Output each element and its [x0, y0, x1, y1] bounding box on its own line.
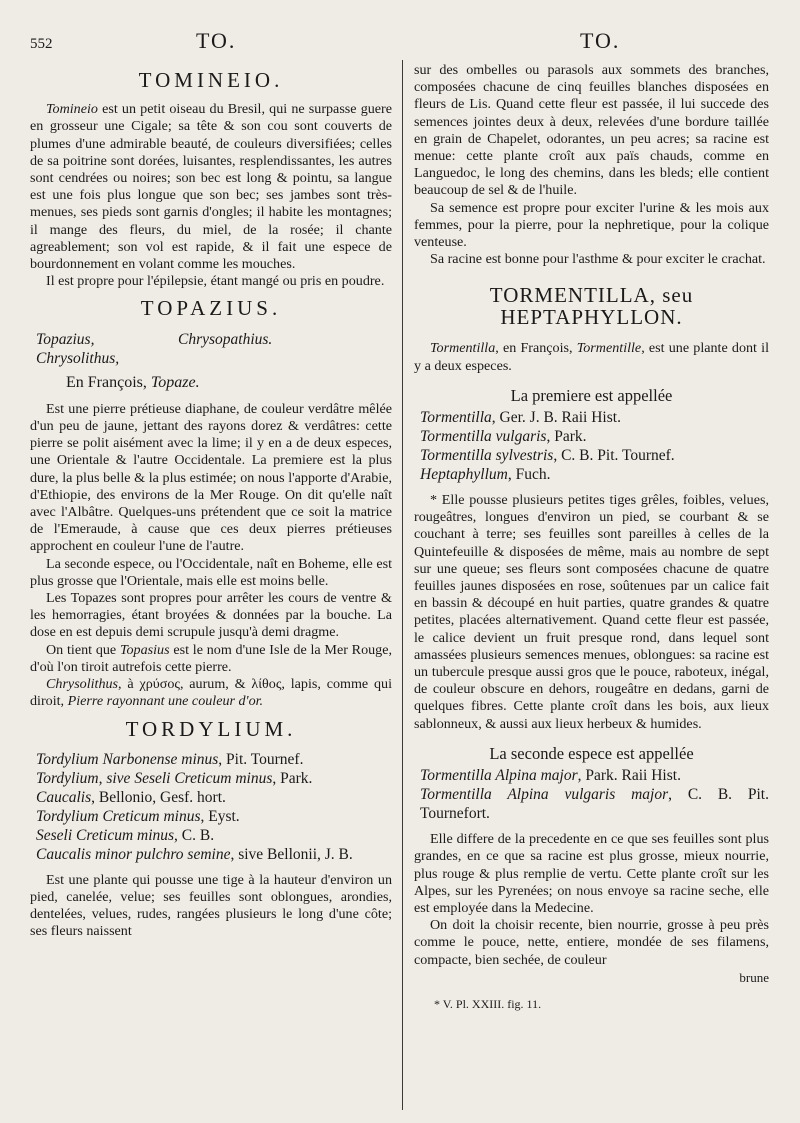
page-number: 552 [30, 36, 53, 52]
catchword: brune [739, 969, 769, 985]
synonym-line: Tordylium Narbonense minus, Pit. Tournef. [36, 750, 304, 768]
synonym: Chrysolithus, [36, 349, 120, 367]
paragraph: Tomineio est un petit oiseau du Bresil, qui ne surpasse guere en grosseur une Cigale; sa tête & son cou sont couverts de plumes d'une admirable beauté, de couleurs diversifiées; celles de sa poitrine sont dorées, luisantes, resplendissantes, les autres sont cendrées ou noires; son bec est long & pointu, sa langue est une fois plus longue que son bec; ses jambes sont très-menues, ses pieds sont garnis d'ongles; il habite les montagnes; il mange des fleurs, du miel, de la rosée; il chante agreablement; son vol est rapide, & il fait une espece de bourdonnement en volant comme les mouches. [30, 101, 392, 273]
synonym-line: Tormentilla Alpina major, Park. Raii Hist. [420, 767, 681, 785]
footnote: * V. Pl. XXIII. fig. 11. [434, 996, 542, 1011]
synonym: Chrysopathius. [178, 330, 273, 348]
column-rule [402, 60, 403, 1110]
paragraph: Tormentilla, en François, Tormentille, est une plante dont il y a deux especes. [414, 340, 769, 374]
synonym-line: Tormentilla vulgaris, Park. [420, 428, 587, 446]
entry-title-topazius: TOPAZIUS. [140, 296, 282, 321]
synonym-line: Heptaphyllum, Fuch. [420, 466, 551, 484]
paragraph: On tient que Topasius est le nom d'une Isle de la Mer Rouge, d'où l'on tiroit autrefois cette pierre. [30, 641, 392, 675]
synonym-line: Tormentilla, Ger. J. B. Raii Hist. [420, 409, 621, 427]
paragraph: Chrysolithus, à χρύσος, aurum, & λίθος, lapis, comme qui diroit, Pierre rayonnant une couleur d'or. [30, 676, 392, 710]
term: Tomineio [46, 101, 98, 118]
paragraph: Les Topazes sont propres pour arrêter les cours de ventre & les hemorragies, étant broyées & données par la bouche. La dose en est depuis demi scrupule jusqu'à demi dragme. [30, 590, 392, 641]
synonym-line: Tordylium, sive Seseli Creticum minus, Park. [36, 769, 313, 787]
subheading: La seconde espece est appellée [489, 743, 694, 763]
paragraph: * Elle pousse plusieurs petites tiges grêles, foibles, velues, rougeâtres, longues d'environ un pied, se courbant & se couchant à terre; ses feuilles sont pareilles à celles de la Quintefeuille & disposées de même, mais au nombre de sept sur une queue; ses fleurs sont composées chacune de quatre feuilles jaunes disposées en rose, soûtenues par un calice fait en bassin & découpé en huit parties, quatre grandes & quatre petites, placées alternativement. Quand cette fleur est passée, le calice devient un fruit presque rond, dans lequel sont amassées plusieurs semences menues, oblongues: sa racine est un tubercule presque aussi gros que le pouce, raboteux, inégal, de couleur obscure en dehors, rougeâtre en dedans, garni de quelques fibres. Cette plante croît dans les bois, aux lieux sablonneux, & aussi aux lieux herbeux & humides. [414, 492, 769, 732]
synonym-list [420, 766, 769, 823]
running-head-right: TO. [580, 28, 621, 53]
synonym-row [36, 349, 392, 368]
paragraph: On doit la choisir recente, bien nourrie, grosse à peu près comme le pouce, nette, entiere, mondée de ses filamens, compacte, bien sechée, de couleur [414, 917, 769, 968]
entry-title-tomineio: TOMINEIO. [138, 68, 284, 92]
synonym-row [36, 330, 392, 349]
paragraph: Sa racine est bonne pour l'asthme & pour exciter le crachat. [430, 251, 766, 268]
right-column [414, 62, 769, 1013]
synonym-line: Tormentilla Alpina vulgaris major, C. B. Pit. Tournefort. [420, 786, 769, 823]
paragraph: Elle differe de la precedente en ce que ses feuilles sont plus grandes, en ce que sa racine est plus grosse, mieux nourrie, plus rouge & plus remplie de vertu. Cette plante croît sur les Alpes, sur les Pyrenées; on nous envoye sa racine seche, elle est employée dans la Medecine. [414, 831, 769, 916]
synonym-line: Caucalis minor pulchro semine, sive Bellonii, J. B. [36, 845, 353, 863]
synonym-line: Tormentilla sylvestris, C. B. Pit. Tournef. [420, 447, 675, 465]
paragraph: Est une plante qui pousse une tige à la hauteur d'environ un pied, canelée, velue; ses feuilles sont oblongues, arondies, dentelées, velues, rudes, rangées plusieurs le long d'une côte; ses fleurs naissent [30, 871, 392, 940]
synonym-line: Caucalis, Bellonio, Gesf. hort. [36, 788, 226, 806]
paragraph: Est une pierre prétieuse diaphane, de couleur verdâtre mêlée d'un peu de jaune, jettant des rayons dorez & verdâtres: cette pierre se polit aisément avec la lime; il y en a de deux especes, une Orientale & l'autre Occidentale. La premiere est la plus dure, la plus belle & la plus estimée; on nous l'apporte d'Arabie, d'Ethiopie, des environs de la Mer Rouge. On dit qu'elle naît avec l'Albâtre. Quelques-uns prétendent que ce soit la matrice de l'Emeraude, à cause que ces deux pierres prétieuses approchent en couleur l'une de l'autre. [30, 400, 392, 555]
french-name: En François, Topaze. [66, 373, 200, 391]
synonym-line: Tordylium Creticum minus, Eyst. [36, 807, 240, 825]
paragraph: Il est propre pour l'épilepsie, étant mangé ou pris en poudre. [46, 273, 385, 290]
synonym-list [36, 750, 392, 864]
synonym-line: Seseli Creticum minus, C. B. [36, 826, 215, 844]
synonym-list [420, 408, 769, 484]
running-head-left: TO. [196, 28, 237, 53]
entry-title-tormentilla: TORMENTILLA, seu HEPTAPHYLLON. [489, 283, 694, 330]
paragraph: Sa semence est propre pour exciter l'urine & les mois aux femmes, pour la pierre, pour la nephretique, pour la colique venteuse. [414, 199, 769, 251]
synonym: Topazius, [36, 330, 95, 348]
left-column [30, 62, 392, 941]
subheading: La premiere est appellée [510, 385, 673, 405]
paragraph: La seconde espece, ou l'Occidentale, naît en Boheme, elle est plus grosse que l'Orientale, mais elle est moins belle. [30, 555, 392, 589]
paragraph: sur des ombelles ou parasols aux sommets des branches, composées chacune de cinq feuilles blanches disposées en fleurs de Lis. Quand cette fleur est passée, il lui succede des semences jointes deux à deux, relevées d'une bordure taillée en grain de Chapelet, odorantes, un peu acres; sa racine est menue: cette plante croît aux païs chauds, comme en Languedoc, le long des chemins, dans les bleds; elle contient beaucoup de sel & de l'huile. [414, 62, 769, 199]
entry-title-tordylium: TORDYLIUM. [125, 716, 297, 741]
synonym-list [36, 330, 392, 368]
